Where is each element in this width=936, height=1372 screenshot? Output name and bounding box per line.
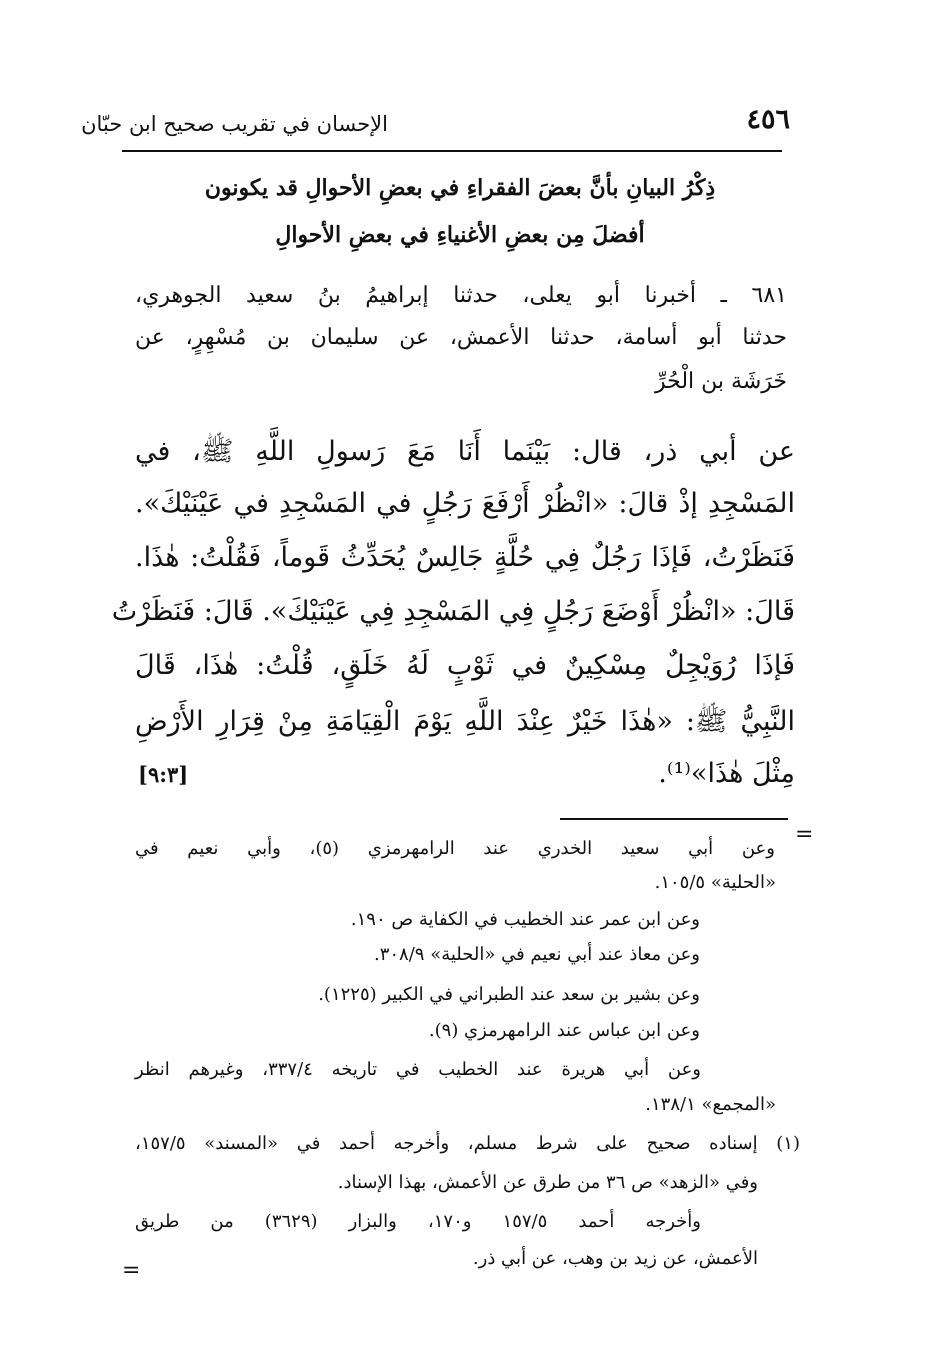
isnad-line: خَرَشَة بن الْحُرِّ xyxy=(655,369,787,394)
hadith-text-line: فَنَظَرْتُ، فَإذَا رَجُلٌ فِي حُلَّةٍ جَالِسٌ يُحَدِّثُ قَوماً، فَقُلْتُ: هٰذَا. xyxy=(135,542,795,573)
footnote-line: «الحلية» ١٠٥/٥. xyxy=(654,872,776,893)
reference-code: [٩:٣] xyxy=(138,762,189,787)
continuation-marker: = xyxy=(122,1258,141,1283)
isnad-line: ٦٨١ ـ أخبرنا أبو يعلى، حدثنا إبراهيمُ بنُ سعيد الجوهري، xyxy=(135,283,787,308)
footnote-1-line: الأعمش، عن زيد بن وهب، عن أبي ذر. xyxy=(472,1248,758,1269)
footnote-line: وعن أبي هريرة عند الخطيب في تاريخه ٣٣٧/٤، وغيرهم انظر xyxy=(135,1059,702,1080)
continuation-marker: = xyxy=(795,822,814,847)
hadith-text-line: النَّبِيُّ ﷺ: «هٰذَا خَيْرٌ عِنْدَ اللَّهِ يَوْمَ الْقِيَامَةِ مِنْ قِرَارِ الأَرْضِ xyxy=(135,706,795,737)
footnote-1-line: وأخرجه أحمد ١٥٧/٥ و١٧٠، والبزار (٣٦٢٩) من طريق xyxy=(135,1211,701,1232)
isnad-line: حدثنا أبو أسامة، حدثنا الأعمش، عن سليمان بن مُسْهِرٍ، عن xyxy=(135,325,787,350)
chapter-heading-line-2: أفضلَ مِن بعضِ الأغنياءِ في بعضِ الأحوالِ xyxy=(275,222,645,248)
footnote-line: وعن بشير بن سعد عند الطبراني في الكبير (١٢٢٥). xyxy=(318,984,700,1005)
footnote-rule xyxy=(560,818,788,820)
page-number: ٤٥٦ xyxy=(746,104,790,135)
footnote-1-line: وفي «الزهد» ص ٣٦ من طرق عن الأعمش، بهذا الإسناد. xyxy=(337,1172,758,1193)
footnote-1-line: (١) إسناده صحيح على شرط مسلم، وأخرجه أحمد في «المسند» ١٥٧/٥، xyxy=(135,1133,800,1154)
hadith-text-line: مِثْلَ هٰذَا»⁽¹⁾. xyxy=(658,758,795,789)
hadith-text-line: قَالَ: «انْظُرْ أَوْضَعَ رَجُلٍ فِي المَسْجِدِ فِي عَيْنَيْكَ». قَالَ: فَنَظَرْتُ xyxy=(111,596,795,627)
footnote-line: وعن معاذ عند أبي نعيم في «الحلية» ٣٠٨/٩. xyxy=(373,944,700,965)
header-rule xyxy=(122,150,782,152)
footnote-line: وعن ابن عباس عند الرامهرمزي (٩). xyxy=(428,1020,700,1041)
chapter-heading-line-1: ذِكْرُ البيانِ بأنَّ بعضَ الفقراءِ في بعضِ الأحوالِ قد يكونون xyxy=(204,175,716,201)
footnote-line: وعن أبي سعيد الخدري عند الرامهرمزي (٥)، وأبي نعيم في xyxy=(135,838,775,859)
hadith-text-line: فَإذَا رُوَيْجِلٌ مِسْكِينٌ في ثَوْبٍ لَهُ خَلَقٍ، قُلْتُ: هٰذَا، قَالَ xyxy=(135,650,795,681)
running-header-title: الإحسان في تقريب صحيح ابن حبّان xyxy=(81,112,388,136)
hadith-text-line: عن أبي ذر، قال: بَيْنَما أَنَا مَعَ رَسولِ اللَّهِ ﷺ، في xyxy=(135,436,795,467)
footnote-line: وعن ابن عمر عند الخطيب في الكفاية ص ١٩٠. xyxy=(350,909,700,930)
hadith-text-line: المَسْجِدِ إذْ قالَ: «انْظُرْ أَرْفَعَ رَجُلٍ في المَسْجِدِ في عَيْنَيْكَ». xyxy=(135,488,795,519)
footnote-line: «المجمع» ١٣٨/١. xyxy=(645,1094,776,1115)
